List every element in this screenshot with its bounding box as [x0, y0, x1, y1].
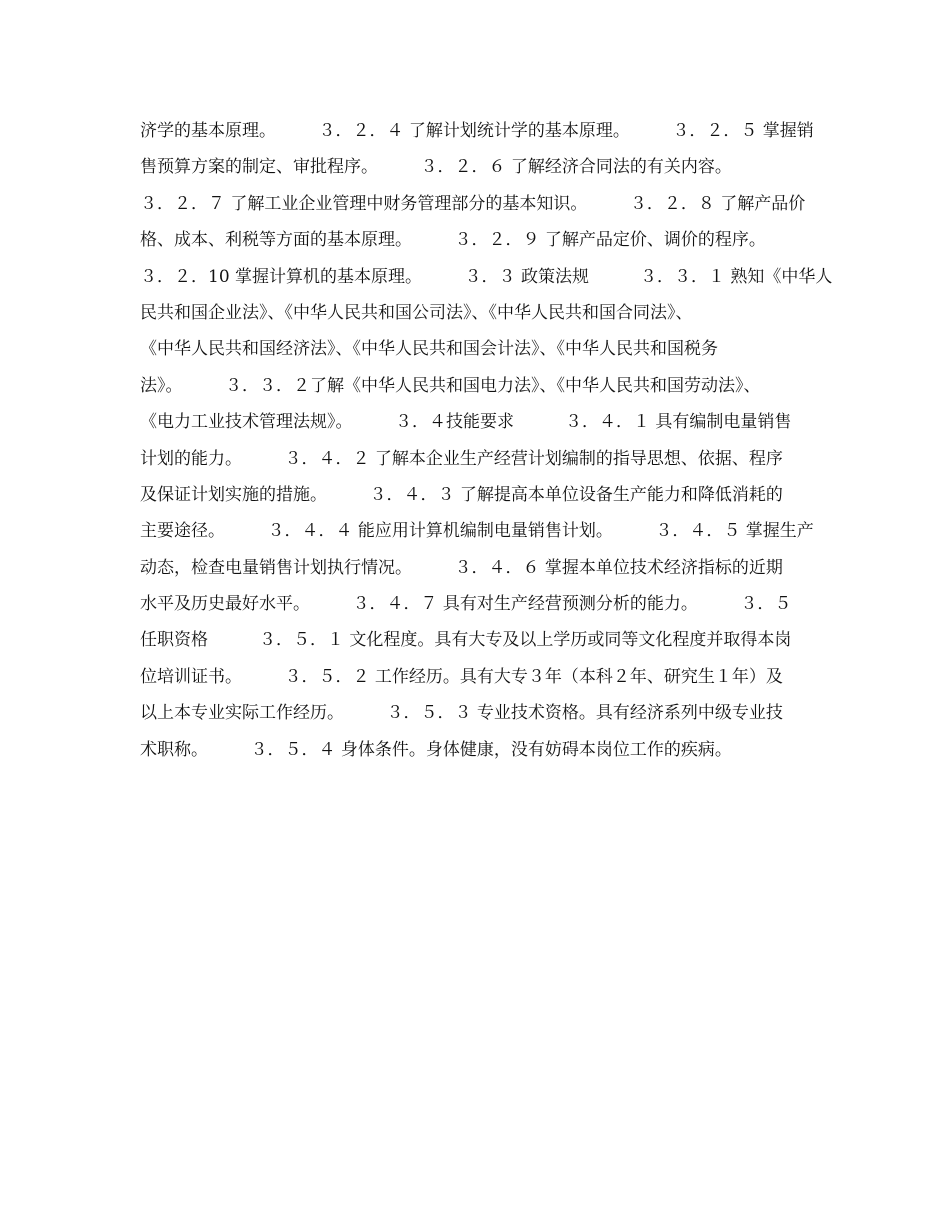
text-line: 计划的能力。 ３．４．２ 了解本企业生产经营计划编制的指导思想、依据、程序 — [140, 448, 783, 469]
body-text — [140, 113, 840, 768]
text-line: ３．２．７ 了解工业企业管理中财务管理部分的基本知识。 ３．２．８ 了解产品价 — [140, 193, 806, 214]
text-line: 格、成本、利税等方面的基本原理。 ３．２．９ 了解产品定价、调价的程序。 — [140, 230, 766, 251]
text-line: 主要途径。 ３．４．４ 能应用计算机编制电量销售计划。 ３．４．５ 掌握生产 — [140, 521, 814, 542]
text-line: 任职资格 ３．５．１ 文化程度。具有大专及以上学历或同等文化程度并取得本岗 — [140, 630, 792, 651]
text-line: 及保证计划实施的措施。 ３．４．３ 了解提高本单位设备生产能力和降低消耗的 — [140, 484, 783, 505]
text-line: 《电力工业技术管理法规》。 ３．４技能要求 ３．４．１ 具有编制电量销售 — [140, 412, 792, 433]
text-line: 售预算方案的制定、审批程序。 ３．２．６ 了解经济合同法的有关内容。 — [140, 157, 732, 178]
text-line: 动态，检查电量销售计划执行情况。 ３．４．６ 掌握本单位技术经济指标的近期 — [140, 557, 783, 578]
text-line: 济学的基本原理。 ３．２．４ 了解计划统计学的基本原理。 ３．２．５ 掌握销 — [140, 121, 814, 141]
text-line: 水平及历史最好水平。 ３．４．７ 具有对生产经营预测分析的能力。 ３．５ — [140, 594, 792, 615]
text-line: 术职称。 ３．５．４ 身体条件。身体健康，没有妨碍本岗位工作的疾病。 — [140, 739, 732, 760]
text-line: 《中华人民共和国经济法》、《中华人民共和国会计法》、《中华人民共和国税务 — [140, 339, 718, 360]
text-line: ３．２．10 掌握计算机的基本原理。 ３．３ 政策法规 ３．３．１ 熟知《中华人 — [140, 266, 833, 287]
text-line: 位培训证书。 ３．５．２ 工作经历。具有大专３年（本科２年、研究生１年）及 — [140, 666, 783, 687]
text-line: 法》。 ３．３．２了解《中华人民共和国电力法》、《中华人民共和国劳动法》、 — [140, 375, 761, 396]
text-line: 民共和国企业法》、《中华人民共和国公司法》、《中华人民共和国合同法》、 — [140, 302, 693, 323]
text-line: 以上本专业实际工作经历。 ３．５．３ 专业技术资格。具有经济系列中级专业技 — [140, 703, 783, 724]
